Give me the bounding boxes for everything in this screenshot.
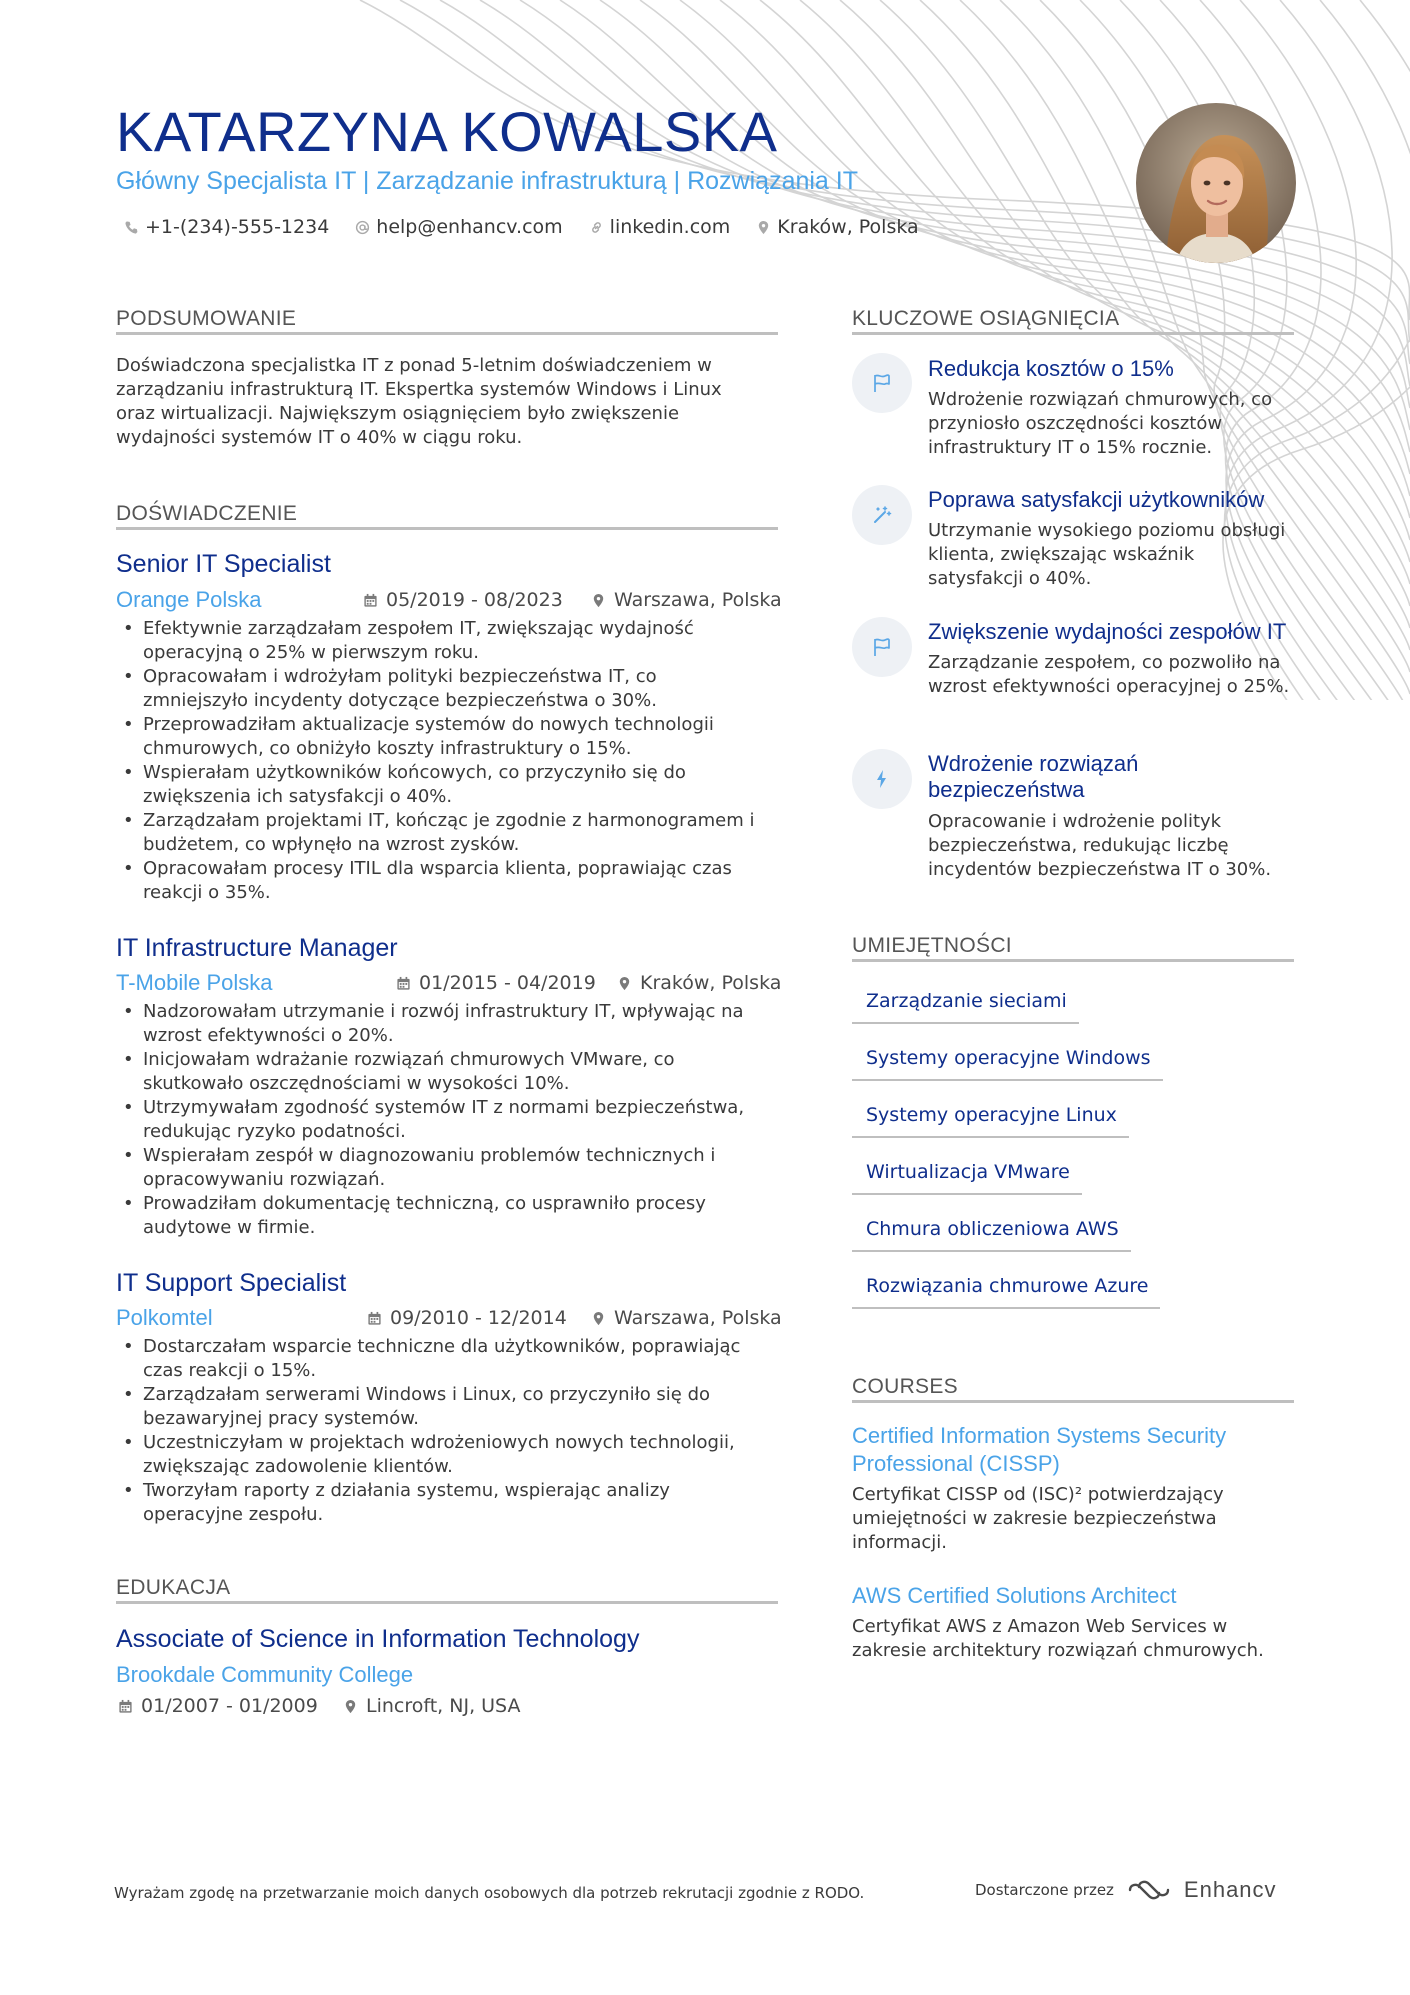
list-item: • Prowadziłam dokumentację techniczną, co usprawniło procesy audytowe w firmie.	[116, 1192, 766, 1240]
list-item: • Tworzyłam raporty z działania systemu, wspierając analizy operacyjne zespołu.	[116, 1479, 766, 1527]
achievements-divider	[852, 332, 1294, 335]
wave-line	[1080, 0, 1410, 700]
location-pin-icon	[617, 976, 632, 991]
summary-divider	[116, 332, 778, 335]
list-item: • Opracowałam procesy ITIL dla wsparcia klienta, poprawiając czas reakcji o 35%.	[116, 857, 766, 905]
flag-icon	[870, 635, 894, 659]
list-item: • Zarządzałam projektami IT, kończąc je zgodnie z harmonogramem i budżetem, co wpłynęło na wzrost zysków.	[116, 809, 766, 857]
achievement-icon	[852, 617, 912, 677]
achievement-desc: Zarządzanie zespołem, co pozwoliło na wzrost efektywności operacyjnej o 25%.	[928, 652, 1290, 697]
powered-by[interactable]	[975, 1877, 1277, 1903]
dates-text: 01/2015 - 04/2019	[419, 972, 596, 994]
location-text: Kraków, Polska	[640, 972, 782, 994]
location-text: Warszawa, Polska	[614, 589, 782, 611]
skills-divider	[852, 959, 1294, 962]
course-desc: Certyfikat AWS z Amazon Web Services w zakresie architektury rozwiązań chmurowych.	[852, 1616, 1264, 1661]
location-pin-icon	[591, 1311, 606, 1326]
experience-divider	[116, 527, 778, 530]
wave-line	[1225, 0, 1410, 700]
job-location	[591, 588, 782, 612]
summary-text: Doświadczona specjalistka IT z ponad 5-letnim doświadczeniem w zarządzaniu infrastrukturą IT. Ekspertka systemów Windows i Linux oraz wirtualizacji. Największym osiągnięciem było zwiększenie wydajności systemów IT o 40% w ciągu roku.	[116, 355, 722, 448]
job-bullets	[116, 1000, 766, 1240]
achievement-desc: Wdrożenie rozwiązań chmurowych, co przyniosło oszczędności kosztów infrastruktury IT o 15% rocznie.	[928, 389, 1273, 458]
contact-phone[interactable]	[124, 214, 329, 240]
list-item: • Wspierałam zespół w diagnozowaniu problemów technicznych i opracowywaniu rozwiązań.	[116, 1144, 766, 1192]
job-title: IT Infrastructure Manager	[116, 934, 398, 962]
calendar-icon	[367, 1311, 382, 1326]
degree-title: Associate of Science in Information Technology	[116, 1625, 640, 1653]
courses-divider	[852, 1400, 1294, 1403]
consent-text: Wyrażam zgodę na przetwarzanie moich danych osobowych dla potrzeb rekrutacji zgodnie z RODO.	[114, 1884, 865, 1902]
company-name: T-Mobile Polska	[116, 970, 273, 995]
education-location	[343, 1694, 520, 1718]
course-desc: Certyfikat CISSP od (ISC)² potwierdzający umiejętności w zakresie bezpieczeństwa informacji.	[852, 1484, 1224, 1553]
achievement-title: Zwiększenie wydajności zespołów IT	[928, 619, 1287, 644]
job-bullets	[116, 617, 766, 905]
achievement-icon	[852, 485, 912, 545]
calendar-icon	[118, 1699, 133, 1714]
company-name: Orange Polska	[116, 587, 262, 612]
achievement-desc: Utrzymanie wysokiego poziomu obsługi klienta, zwiększając wskaźnik satysfakcji o 40%.	[928, 520, 1286, 589]
skills-heading: UMIEJĘTNOŚCI	[852, 934, 1012, 957]
dates-text: 09/2010 - 12/2014	[390, 1307, 567, 1329]
phone-text: +1-(234)-555-1234	[145, 216, 330, 238]
skill-tag: Systemy operacyjne Linux	[852, 1098, 1129, 1138]
link-icon	[589, 220, 604, 235]
wave-line	[1226, 0, 1410, 700]
achievements-heading: KLUCZOWE OSIĄGNIĘCIA	[852, 307, 1120, 330]
job-bullets	[116, 1335, 766, 1527]
flag-icon	[870, 371, 894, 395]
education-divider	[116, 1601, 778, 1604]
wave-line	[1223, 0, 1410, 700]
location-text: Lincroft, NJ, USA	[366, 1695, 521, 1717]
powered-by-label: Dostarczone przez	[975, 1881, 1114, 1899]
education-dates	[118, 1694, 318, 1718]
summary-heading: PODSUMOWANIE	[116, 307, 297, 330]
wave-line	[1120, 0, 1410, 700]
skill-tag: Rozwiązania chmurowe Azure	[852, 1269, 1160, 1309]
skill-tag: Chmura obliczeniowa AWS	[852, 1212, 1131, 1252]
location-pin-icon	[343, 1699, 358, 1714]
location-pin-icon	[756, 220, 771, 235]
email-text: help@enhancv.com	[376, 216, 563, 238]
achievement-title: Poprawa satysfakcji użytkowników	[928, 487, 1265, 512]
location-pin-icon	[591, 593, 606, 608]
lightning-icon	[870, 767, 894, 791]
contact-bar	[124, 214, 919, 240]
candidate-name: KATARZYNA KOWALSKA	[116, 100, 778, 163]
skill-tag: Zarządzanie sieciami	[852, 984, 1079, 1024]
contact-location	[756, 214, 918, 240]
list-item: • Nadzorowałam utrzymanie i rozwój infrastruktury IT, wpływając na wzrost efektywności o 20%.	[116, 1000, 766, 1048]
calendar-icon	[363, 593, 378, 608]
location-text: Kraków, Polska	[777, 216, 919, 238]
enhancv-logo-icon	[1126, 1878, 1172, 1902]
skill-tag: Wirtualizacja VMware	[852, 1155, 1082, 1195]
list-item: • Zarządzałam serwerami Windows i Linux, co przyczyniło się do bezawaryjnej pracy systemów.	[116, 1383, 766, 1431]
achievement-desc: Opracowanie i wdrożenie polityk bezpieczeństwa, redukując liczbę incydentów bezpieczeństwa IT o 30%.	[928, 811, 1272, 880]
job-dates	[363, 588, 563, 612]
courses-heading: COURSES	[852, 1375, 958, 1398]
list-item: • Dostarczałam wsparcie techniczne dla użytkowników, poprawiając czas reakcji o 15%.	[116, 1335, 766, 1383]
list-item: • Wspierałam użytkowników końcowych, co przyczyniło się do zwiększenia ich satysfakcji o 40%.	[116, 761, 766, 809]
wave-line	[800, 0, 1410, 562]
company-name: Polkomtel	[116, 1305, 213, 1330]
list-item: • Przeprowadziłam aktualizacje systemów do nowych technologii chmurowych, co obniżyło koszty infrastruktury o 15%.	[116, 713, 766, 761]
job-title: IT Support Specialist	[116, 1269, 347, 1297]
magic-wand-icon	[870, 503, 894, 527]
wave-line	[880, 0, 1410, 606]
job-location	[591, 1306, 782, 1330]
experience-heading: DOŚWIADCZENIE	[116, 502, 298, 525]
contact-email[interactable]	[355, 214, 562, 240]
dates-text: 01/2007 - 01/2009	[141, 1695, 318, 1717]
profile-photo	[1136, 103, 1296, 263]
course-title: Certified Information Systems Security Professional (CISSP)	[852, 1423, 1227, 1476]
list-item: • Inicjowałam wdrażanie rozwiązań chmurowych VMware, co skutkowało oszczędnościami w wysokości 10%.	[116, 1048, 766, 1096]
achievement-title: Wdrożenie rozwiązań bezpieczeństwa	[928, 751, 1139, 802]
list-item: • Utrzymywałam zgodność systemów IT z normami bezpieczeństwa, redukując ryzyko podatności.	[116, 1096, 766, 1144]
achievement-icon	[852, 353, 912, 413]
achievement-title: Redukcja kosztów o 15%	[928, 356, 1174, 381]
at-icon	[355, 220, 370, 235]
calendar-icon	[396, 976, 411, 991]
skill-tag: Systemy operacyjne Windows	[852, 1041, 1163, 1081]
list-item: • Opracowałam i wdrożyłam polityki bezpieczeństwa IT, co zmniejszyło incydenty dotyczące bezpieczeństwa o 30%.	[116, 665, 766, 713]
achievement-icon	[852, 749, 912, 809]
phone-icon	[124, 220, 139, 235]
job-dates	[367, 1306, 567, 1330]
website-text: linkedin.com	[609, 216, 731, 238]
education-heading: EDUKACJA	[116, 1576, 231, 1599]
brand-name: Enhancv	[1183, 1877, 1277, 1902]
list-item: • Efektywnie zarządzałam zespołem IT, zwiększając wydajność operacyjną o 25% w pierwszym roku.	[116, 617, 766, 665]
dates-text: 05/2019 - 08/2023	[386, 589, 563, 611]
location-text: Warszawa, Polska	[614, 1307, 782, 1329]
wave-line	[1226, 0, 1410, 700]
job-location	[617, 971, 781, 995]
job-title: Senior IT Specialist	[116, 550, 331, 578]
course-title: AWS Certified Solutions Architect	[852, 1583, 1177, 1608]
list-item: • Uczestniczyłam w projektach wdrożeniowych nowych technologii, zwiększając zadowolenie klientów.	[116, 1431, 766, 1479]
contact-website[interactable]	[589, 214, 731, 240]
job-dates	[396, 971, 596, 995]
school-name: Brookdale Community College	[116, 1662, 414, 1687]
headline: Główny Specjalista IT | Zarządzanie infrastrukturą | Rozwiązania IT	[116, 167, 858, 195]
